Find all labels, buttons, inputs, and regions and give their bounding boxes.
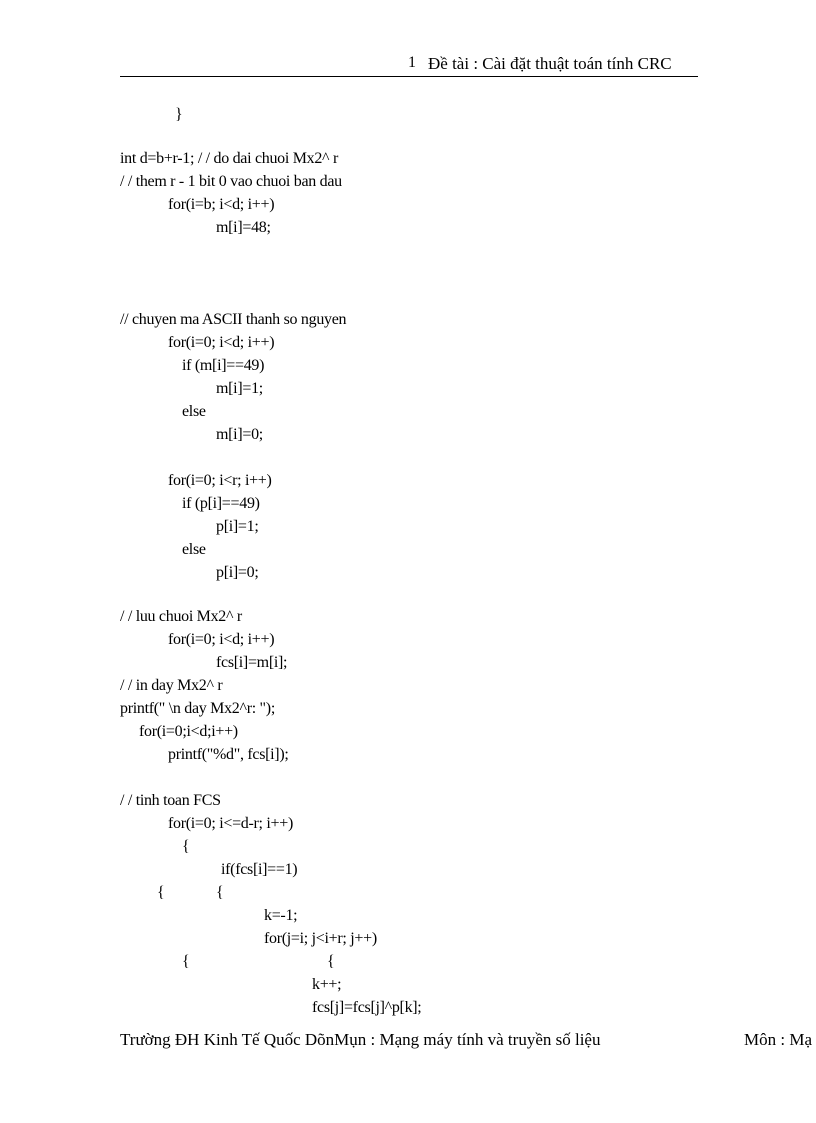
code-line: { — [157, 884, 165, 901]
code-line: for(i=0;i<d;i++) — [139, 723, 238, 740]
code-line: / / in day Mx2^ r — [120, 677, 223, 694]
code-line: int d=b+r-1; / / do dai chuoi Mx2^ r — [120, 150, 338, 167]
code-line: k++; — [312, 976, 342, 993]
header-title: Đề tài : Cài đặt thuật toán tính CRC — [428, 54, 672, 73]
code-line: m[i]=0; — [216, 426, 263, 443]
code-line: printf("%d", fcs[i]); — [168, 746, 289, 763]
code-line: for(j=i; j<i+r; j++) — [264, 930, 377, 947]
code-line: for(i=b; i<d; i++) — [168, 196, 275, 213]
code-line: printf(" \n day Mx2^r: "); — [120, 700, 275, 717]
code-line: p[i]=0; — [216, 564, 259, 581]
code-line: m[i]=48; — [216, 219, 271, 236]
code-line: { — [182, 953, 190, 970]
page-footer — [0, 1030, 816, 1060]
code-line: if (p[i]==49) — [182, 495, 260, 512]
code-line: k=-1; — [264, 907, 298, 924]
code-line: { — [216, 884, 224, 901]
code-line: m[i]=1; — [216, 380, 263, 397]
page-number: 1 — [408, 54, 416, 71]
code-line: if(fcs[i]==1) — [221, 861, 298, 878]
code-line: fcs[i]=m[i]; — [216, 654, 288, 671]
code-line: / / luu chuoi Mx2^ r — [120, 608, 242, 625]
code-line: for(i=0; i<r; i++) — [168, 472, 272, 489]
code-line: if (m[i]==49) — [182, 357, 265, 374]
code-line: for(i=0; i<d; i++) — [168, 334, 275, 351]
code-line: // chuyen ma ASCII thanh so nguyen — [120, 311, 347, 328]
code-line: p[i]=1; — [216, 518, 259, 535]
code-line: { — [182, 838, 190, 855]
footer-right-text: Môn : Mạ — [744, 1030, 812, 1049]
code-line: fcs[j]=fcs[j]^p[k]; — [312, 999, 422, 1016]
page-header — [120, 50, 698, 77]
code-line: } — [175, 106, 183, 123]
code-line: / / tinh toan FCS — [120, 792, 221, 809]
code-line: for(i=0; i<=d-r; i++) — [168, 815, 294, 832]
code-line: else — [182, 541, 206, 558]
code-line: { — [327, 953, 335, 970]
footer-left-text: Trường ĐH Kinh Tế Quốc DõnMụn : Mạng máy tính và truyền số liệu — [120, 1030, 601, 1049]
code-line: else — [182, 403, 206, 420]
code-line: / / them r - 1 bit 0 vao chuoi ban dau — [120, 173, 342, 190]
code-line: for(i=0; i<d; i++) — [168, 631, 275, 648]
